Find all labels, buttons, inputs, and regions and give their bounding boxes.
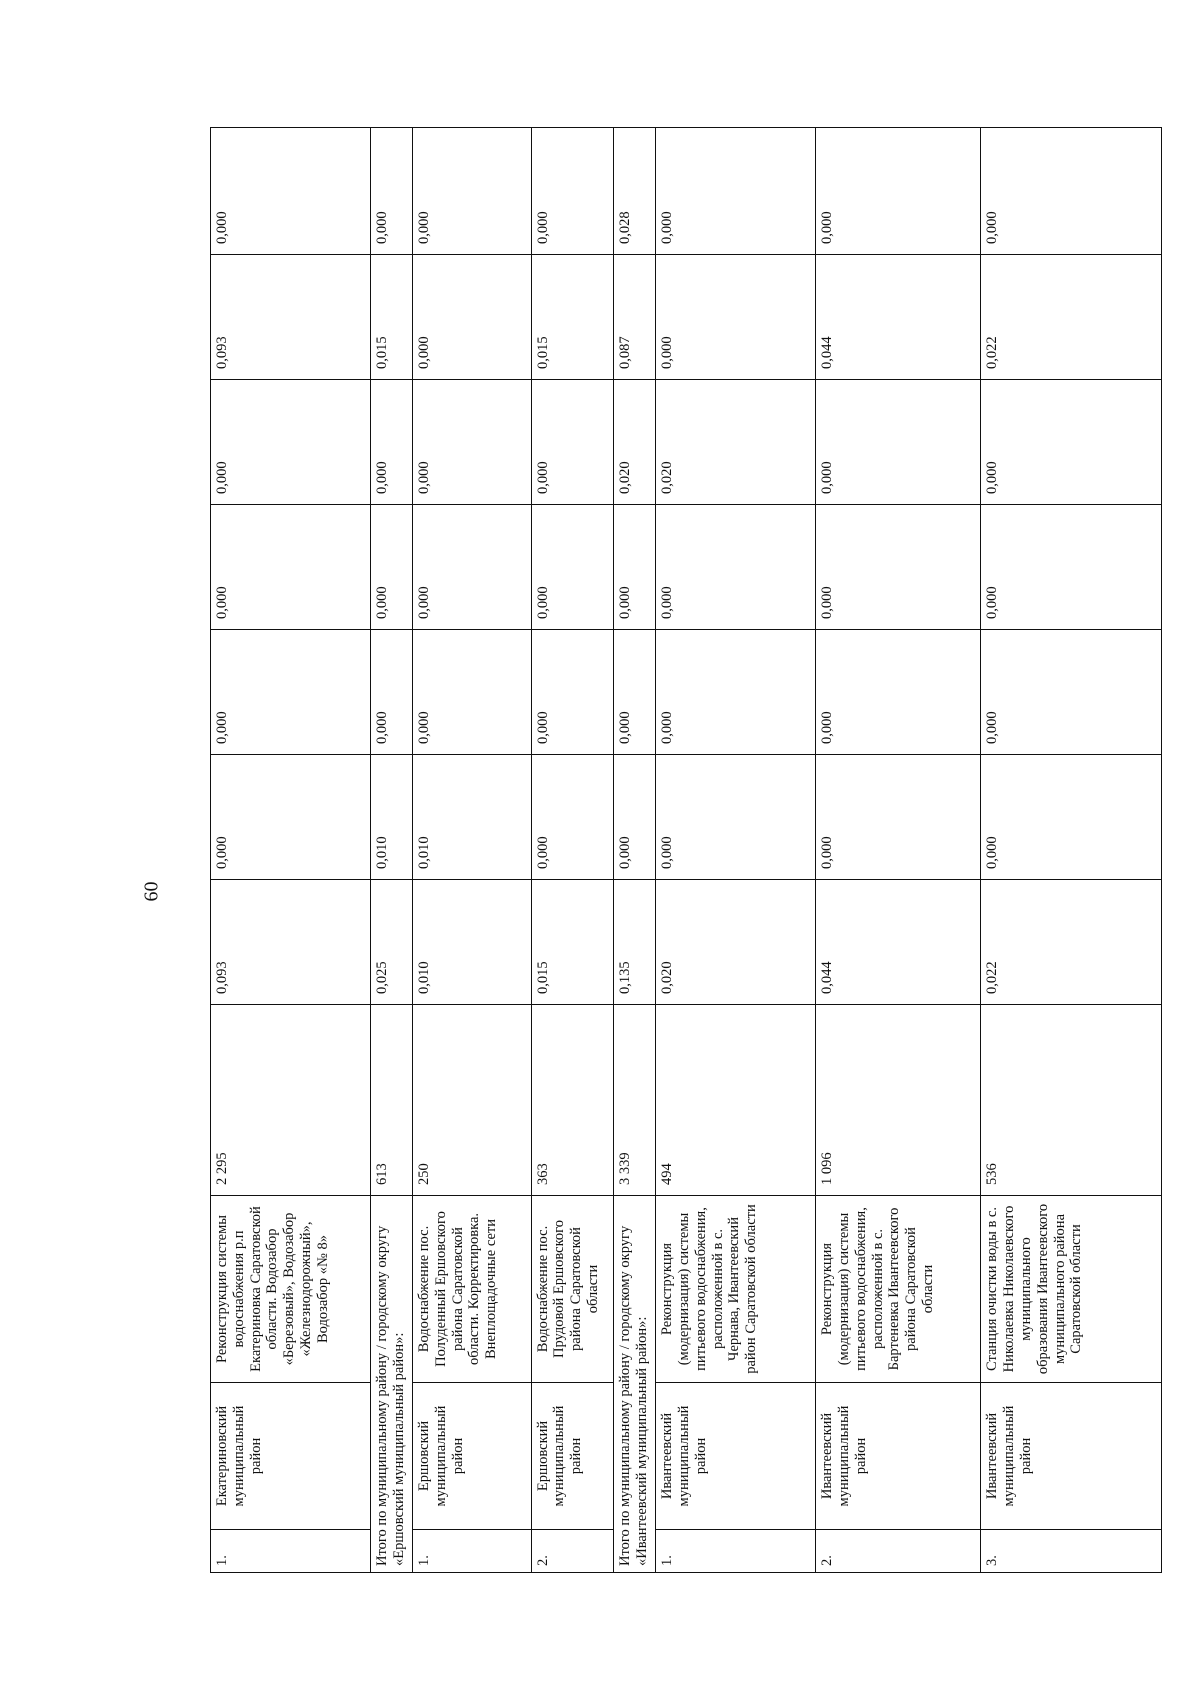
table-row (211, 128, 371, 1573)
value-cell: 2 295 (211, 1005, 371, 1196)
value-cell: 536 (981, 1005, 1162, 1196)
value-cell: 0,015 (531, 255, 614, 380)
value-cell: 0,093 (211, 255, 371, 380)
value-cell: 0,025 (371, 880, 413, 1005)
total-row (614, 128, 656, 1573)
table-row (412, 128, 531, 1573)
value-cell: 363 (531, 1005, 614, 1196)
value-cell: 0,000 (371, 630, 413, 755)
value-cell: 0,044 (816, 880, 981, 1005)
district-name: Ивантеевский муниципальный район (656, 1383, 816, 1530)
value-cell: 0,000 (531, 128, 614, 255)
rotated-table-container (210, 128, 1162, 1573)
value-cell: 0,000 (614, 755, 656, 880)
table-row (816, 128, 981, 1573)
project-description: Реконструкция системы водоснабжения р.п Екатериновка Саратовской области. Водозабор «Березовый», Водозабор «Железнодорожный», Водозабор «№ 8» (211, 1196, 371, 1383)
value-cell: 0,000 (816, 380, 981, 505)
value-cell: 0,010 (371, 755, 413, 880)
project-description: Реконструкция (модернизация) системы питьевого водоснабжения, расположенной в с. Бартеневка Ивантеевского района Саратовской области (816, 1196, 981, 1383)
value-cell: 0,022 (981, 880, 1162, 1005)
value-cell: 0,000 (531, 755, 614, 880)
table-row (656, 128, 816, 1573)
value-cell: 0,000 (412, 505, 531, 630)
data-table (210, 127, 1162, 1573)
value-cell: 0,000 (412, 255, 531, 380)
value-cell: 0,000 (211, 380, 371, 505)
district-name: Ивантеевский муниципальный район (816, 1383, 981, 1530)
value-cell: 0,028 (614, 128, 656, 255)
value-cell: 0,000 (981, 380, 1162, 505)
value-cell: 0,000 (614, 630, 656, 755)
total-label: Итого по муниципальному району / городскому округу «Ивантеевский муниципальный район»: (614, 1196, 656, 1573)
value-cell: 0,000 (371, 505, 413, 630)
value-cell: 0,020 (614, 380, 656, 505)
value-cell: 0,000 (211, 505, 371, 630)
value-cell: 613 (371, 1005, 413, 1196)
value-cell: 0,000 (412, 128, 531, 255)
table-row (531, 128, 614, 1573)
value-cell: 0,000 (981, 755, 1162, 880)
value-cell: 0,000 (656, 755, 816, 880)
project-description: Реконструкция (модернизация) системы питьевого водоснабжения, расположенной в с. Чернава, Ивантеевский район Саратовской области (656, 1196, 816, 1383)
value-cell: 0,010 (412, 755, 531, 880)
row-number: 1. (211, 1530, 371, 1573)
value-cell: 0,000 (981, 630, 1162, 755)
value-cell: 0,000 (816, 755, 981, 880)
row-number: 1. (412, 1530, 531, 1573)
project-description: Водоснабжение пос. Полуденный Ершовского района Саратовской области. Корректировка. Внеплощадочные сети (412, 1196, 531, 1383)
value-cell: 0,010 (412, 880, 531, 1005)
total-label: Итого по муниципальному району / городскому округу «Ершовский муниципальный район»: (371, 1196, 413, 1573)
value-cell: 0,093 (211, 880, 371, 1005)
total-row (371, 128, 413, 1573)
value-cell: 0,000 (531, 505, 614, 630)
value-cell: 0,000 (614, 505, 656, 630)
value-cell: 250 (412, 1005, 531, 1196)
value-cell: 0,015 (531, 880, 614, 1005)
row-number: 1. (656, 1530, 816, 1573)
value-cell: 0,000 (211, 755, 371, 880)
value-cell: 0,020 (656, 380, 816, 505)
value-cell: 0,000 (371, 380, 413, 505)
value-cell: 1 096 (816, 1005, 981, 1196)
value-cell: 0,000 (531, 630, 614, 755)
value-cell: 0,000 (412, 380, 531, 505)
row-number: 2. (531, 1530, 614, 1573)
row-number: 2. (816, 1530, 981, 1573)
table-row (981, 128, 1162, 1573)
value-cell: 0,000 (981, 505, 1162, 630)
value-cell: 3 339 (614, 1005, 656, 1196)
value-cell: 0,000 (656, 255, 816, 380)
value-cell: 0,020 (656, 880, 816, 1005)
project-description: Водоснабжение пос. Прудовой Ершовского района Саратовской области (531, 1196, 614, 1383)
value-cell: 0,000 (656, 128, 816, 255)
row-number: 3. (981, 1530, 1162, 1573)
value-cell: 0,000 (816, 505, 981, 630)
value-cell: 0,087 (614, 255, 656, 380)
district-name: Ершовский муниципальный район (412, 1383, 531, 1530)
value-cell: 0,000 (656, 505, 816, 630)
value-cell: 0,022 (981, 255, 1162, 380)
value-cell: 0,135 (614, 880, 656, 1005)
value-cell: 0,000 (211, 630, 371, 755)
value-cell: 0,000 (981, 128, 1162, 255)
value-cell: 0,000 (531, 380, 614, 505)
value-cell: 494 (656, 1005, 816, 1196)
value-cell: 0,000 (816, 128, 981, 255)
page-number: 60 (140, 881, 163, 902)
district-name: Ершовский муниципальный район (531, 1383, 614, 1530)
value-cell: 0,000 (656, 630, 816, 755)
value-cell: 0,000 (371, 128, 413, 255)
district-name: Екатериновский муниципальный район (211, 1383, 371, 1530)
value-cell: 0,044 (816, 255, 981, 380)
value-cell: 0,015 (371, 255, 413, 380)
project-description: Станция очистки воды в с. Николаевка Николаевского муниципального образования Ивантеевского муниципального района Саратовской области (981, 1196, 1162, 1383)
value-cell: 0,000 (211, 128, 371, 255)
value-cell: 0,000 (816, 630, 981, 755)
district-name: Ивантеевский муниципальный район (981, 1383, 1162, 1530)
value-cell: 0,000 (412, 630, 531, 755)
